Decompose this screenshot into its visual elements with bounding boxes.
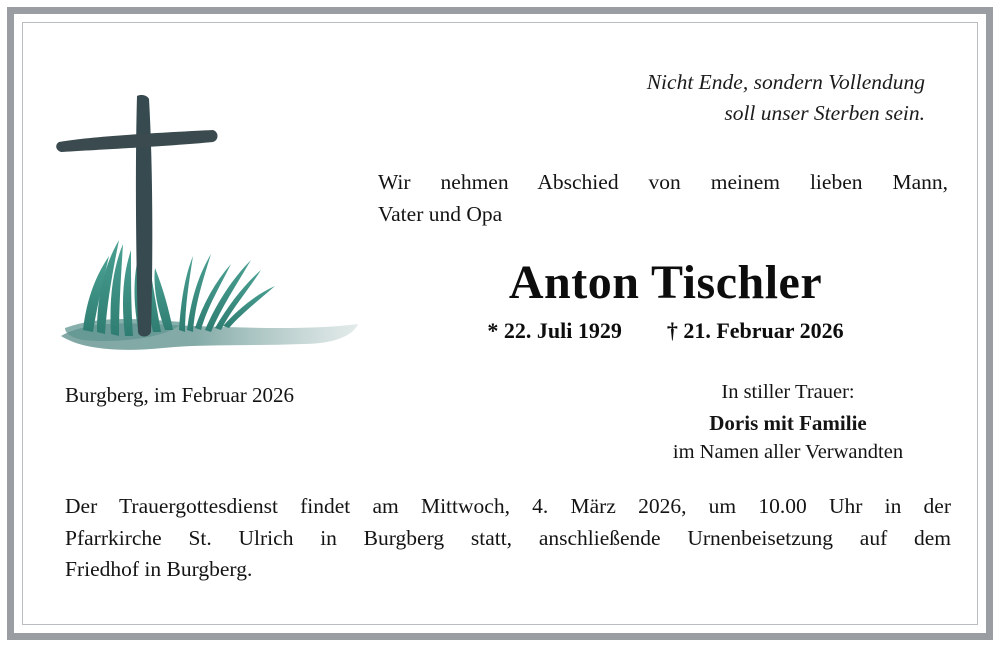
service-line-1: Der Trauergottesdienst findet am Mittwoch, 4. März 2026, um 10.00 Uhr in der xyxy=(65,494,951,518)
mourners-heading: In stiller Trauer: xyxy=(721,381,855,403)
intro-line-2: Vater und Opa xyxy=(378,202,503,227)
intro-text xyxy=(378,166,948,231)
service-line-2: Pfarrkirche St. Ulrich in Burgberg statt, anschließende Urnenbeisetzung auf dem xyxy=(65,525,951,550)
death-date: † 21. Februar 2026 xyxy=(666,318,844,343)
service-line-3: Friedhof in Burgberg. xyxy=(65,557,253,582)
motto-line-2: soll unser Sterben sein. xyxy=(724,100,925,125)
life-dates xyxy=(378,318,953,344)
intro-line-1: Wir nehmen Abschied von meinem lieben Mann, xyxy=(378,170,948,194)
mourners-family: Doris mit Familie xyxy=(709,410,867,435)
mourners-block xyxy=(623,378,953,468)
motto xyxy=(647,67,925,128)
notice-content xyxy=(23,23,977,624)
deceased-name: Anton Tischler xyxy=(508,256,823,309)
cross-with-grass-watercolor-icon xyxy=(53,78,373,378)
motto-line-1: Nicht Ende, sondern Vollendung xyxy=(646,70,925,94)
place-and-date-line: Burgberg, im Februar 2026 xyxy=(65,383,295,407)
mourners-relatives: im Namen aller Verwandten xyxy=(672,441,904,464)
birth-date: * 22. Juli 1929 xyxy=(487,318,622,343)
service-information xyxy=(65,491,951,586)
